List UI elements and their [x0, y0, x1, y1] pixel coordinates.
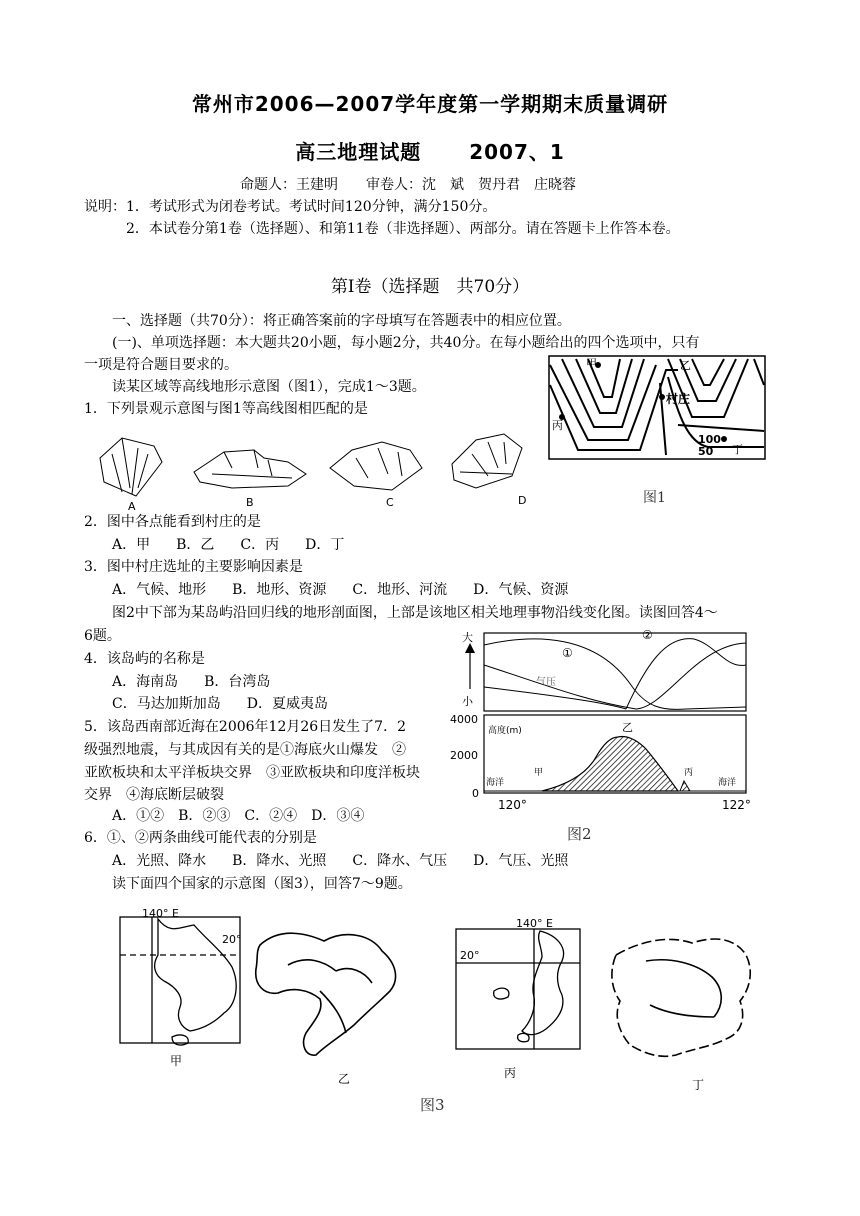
fig3-name-bing: 丙 [504, 1066, 517, 1080]
fig2-small: 小 [462, 695, 473, 708]
q5-line3: 亚欧板块和太平洋板块交界 ③亚欧板块和印度洋板块 [84, 765, 420, 781]
q6-options [112, 851, 594, 871]
fig2-big: 大 [462, 631, 473, 644]
q3-option-d: D．气候、资源 [473, 582, 569, 598]
fig2-height-label: 高度(m) [488, 726, 522, 736]
fig3-name-ding: 丁 [692, 1078, 705, 1092]
fig3-lon3: 140° E [516, 917, 553, 930]
subtitle-text: 高三地理试题 [295, 140, 422, 164]
q6-option-b: B．降水、光照 [232, 853, 327, 869]
fig2-caption: 图2 [567, 825, 592, 843]
q3-option-b: B．地形、资源 [232, 582, 327, 598]
intro-p3: 读某区域等高线地形示意图（图1），完成1～3题。 [112, 379, 426, 395]
fig3-lat1: 20° [222, 933, 242, 946]
fig1-label-50: 50 [698, 445, 714, 458]
fig2-x-right: 122° [722, 798, 751, 812]
fig1-label-village: 村庄 [666, 392, 691, 406]
fig3-name-jia: 甲 [170, 1054, 183, 1068]
q5-option-d: D．③④ [311, 808, 365, 824]
q5-options [112, 806, 390, 826]
q3-option-c: C．地形、河流 [352, 582, 448, 598]
fig2-sea-left: 海洋 [486, 778, 505, 788]
q2-option-d: D．丁 [305, 537, 345, 553]
fig2-y0: 0 [472, 787, 479, 800]
fig2-yi: 乙 [622, 721, 633, 734]
q1-landscape-sketches [92, 428, 532, 512]
q4-options-row1 [112, 672, 296, 692]
q1-label-c: C [386, 496, 394, 509]
fig1-label-100: 100 [698, 433, 721, 446]
q5-option-c: C．②④ [244, 808, 298, 824]
fig2-curve2: ② [642, 628, 653, 642]
q2-stem: 2．图中各点能看到村庄的是 [84, 514, 261, 530]
q2-option-a: A．甲 [112, 537, 151, 553]
fig1-label-jia: 甲 [586, 357, 597, 370]
q4-option-a: A．海南岛 [112, 674, 179, 690]
intro-p2b: 一项是符合题目要求的。 [84, 357, 238, 373]
note-2: 2．本试卷分第1卷（选择题）、和第11卷（非选择题）、两部分。请在答题卡上作答本卷。 [126, 221, 680, 237]
q1-stem: 1．下列景观示意图与图1等高线图相匹配的是 [84, 401, 368, 417]
fig2-y4000: 4000 [450, 713, 478, 726]
authors-line: 命题人：王建明 审卷人：沈 斌 贺丹君 庄晓蓉 [240, 177, 576, 193]
fig2-x-left: 120° [498, 798, 527, 812]
exam-subtitle [0, 136, 860, 165]
fig3-lon1: 140° E [142, 907, 179, 920]
q2-option-c: C．丙 [240, 537, 280, 553]
fig2-sea-right: 海洋 [718, 778, 737, 788]
fig1-label-ding: 丁 [732, 443, 743, 456]
q1-label-a: A [128, 500, 136, 512]
fig2-qiya-label: 气压 [536, 677, 556, 688]
q1-label-d: D [518, 494, 527, 507]
fig2-profile-chart [446, 625, 760, 815]
fig1-label-yi: 乙 [680, 359, 691, 372]
fig3-lat3: 20° [460, 949, 480, 962]
section-title: 第Ⅰ卷（选择题 共70分） [330, 277, 530, 297]
fig2-bing: 丙 [684, 768, 694, 778]
q3-option-a: A．气候、地形 [112, 582, 207, 598]
q5-option-a: A．①② [112, 808, 165, 824]
fig3-name-yi: 乙 [338, 1072, 351, 1086]
fig1-label-bing: 丙 [552, 419, 563, 432]
q5-line4: 交界 ④海底断层破裂 [84, 787, 224, 803]
q6-stem: 6．①、②两条曲线可能代表的分别是 [84, 830, 317, 846]
fig3-caption: 图3 [420, 1096, 445, 1114]
note-1: 说明：1．考试形式为闭卷考试。考试时间120分钟，满分150分。 [84, 199, 497, 215]
q6-option-d: D．气压、光照 [473, 853, 569, 869]
fig1-contour-map [548, 355, 766, 460]
fig2-intro-line1: 图2中下部为某岛屿沿回归线的地形剖面图，上部是该地区相关地理事物沿线变化图。读图回答4～ [112, 605, 718, 621]
q5-line1: 5．该岛西南部近海在2006年12月26日发生了7．2 [84, 719, 406, 735]
intro-p1: 一、选择题（共70分）：将正确答案前的字母填写在答题表中的相应位置。 [112, 313, 571, 329]
q4-option-d: D．夏威夷岛 [246, 696, 328, 712]
intro-p2a: (一)、单项选择题：本大题共20小题，每小题2分，共40分。在每小题给出的四个选项中，只有 [112, 335, 700, 351]
q2-option-b: B．乙 [176, 537, 215, 553]
q4-option-c: C．马达加斯加岛 [112, 696, 221, 712]
q5-option-b: B．②③ [178, 808, 231, 824]
fig2-curve1: ① [562, 646, 573, 660]
fig1-caption: 图1 [643, 490, 666, 506]
q3-options [112, 580, 594, 600]
q3-stem: 3．图中村庄选址的主要影响因素是 [84, 559, 303, 575]
exam-title: 常州市2006—2007学年度第一学期期末质量调研 [191, 92, 669, 116]
fig2-intro-line2: 6题。 [84, 628, 121, 644]
q6-option-c: C．降水、气压 [352, 853, 448, 869]
q4-options-row2 [112, 694, 354, 714]
fig3-intro: 读下面四个国家的示意图（图3），回答7～9题。 [112, 876, 412, 892]
exam-date: 2007、1 [469, 140, 565, 164]
q6-option-a: A．光照、降水 [112, 853, 207, 869]
fig3-country-maps [110, 905, 760, 1105]
q5-line2: 级强烈地震，与其成因有关的是①海底火山爆发 ② [84, 742, 406, 758]
fig2-y2000: 2000 [450, 749, 478, 762]
q4-stem: 4．该岛屿的名称是 [84, 651, 205, 667]
q2-options [112, 535, 370, 555]
q1-label-b: B [246, 496, 254, 509]
fig2-jia: 甲 [534, 768, 544, 778]
q4-option-b: B．台湾岛 [204, 674, 271, 690]
